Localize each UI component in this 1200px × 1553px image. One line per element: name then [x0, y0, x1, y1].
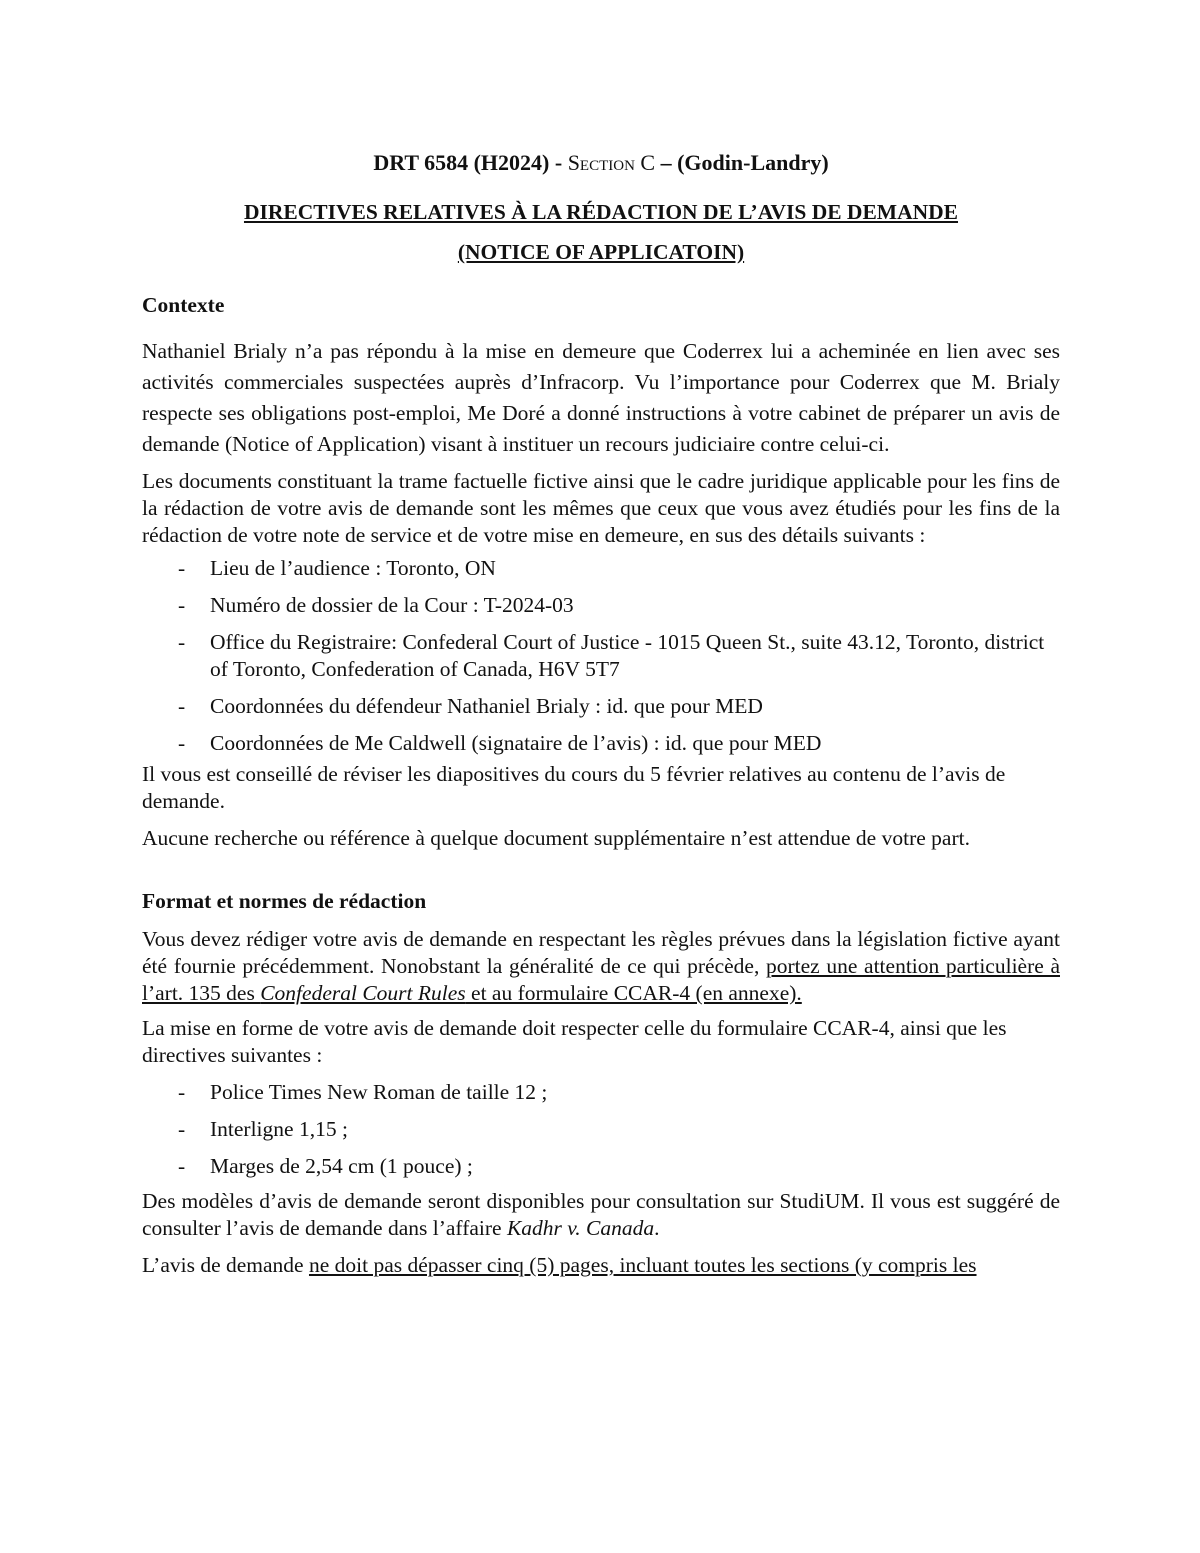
- list-item: - Coordonnées du défendeur Nathaniel Brialy : id. que pour MED: [178, 693, 1060, 720]
- contexte-paragraph-1: Nathaniel Brialy n’a pas répondu à la mise en demeure que Coderrex lui a acheminée en lien avec ses activités commerciales suspectées auprès d’Infracorp. Vu l’importance pour Coderrex que M. Brialy respecte ses obligations post-emploi, Me Doré a donné instructions à votre cabinet de préparer un avis de demande (Notice of Application) visant à instituer un recours judiciaire contre celui-ci.: [142, 339, 1060, 456]
- page-limit-emphasis: ne doit pas dépasser cinq (5) pages, incluant toutes les sections (y compris les: [308, 1253, 977, 1277]
- format-paragraph-1-emphasis-end: et au formulaire CCAR-4 (en annexe).: [465, 981, 802, 1005]
- document-title-line-2: (NOTICE OF APPLICATOIN): [457, 240, 745, 264]
- course-code: DRT 6584 (H2024) -: [373, 150, 568, 175]
- format-paragraph-2: La mise en forme de votre avis de demande doit respecter celle du formulaire CCAR-4, ainsi que les directives suivantes :: [142, 1016, 1007, 1067]
- format-paragraph-3-text: Des modèles d’avis de demande seront disponibles pour consultation sur StudiUM. Il vous est suggéré de consulter l’avis de demande dans l’affaire: [142, 1189, 1060, 1240]
- contexte-heading: Contexte: [142, 293, 225, 317]
- list-item: - Marges de 2,54 cm (1 pouce) ;: [178, 1153, 1060, 1180]
- format-paragraph-1-emphasis: portez une attention particulière à l’art. 135 des: [142, 954, 1060, 1005]
- formatting-rules-list: [142, 1079, 1060, 1180]
- format-paragraph-3: [142, 1188, 1060, 1242]
- list-item: - Numéro de dossier de la Cour : T-2024-03: [178, 592, 1060, 619]
- format-paragraph-3-end: .: [654, 1216, 660, 1240]
- list-item: - Coordonnées de Me Caldwell (signataire de l’avis) : id. que pour MED: [178, 730, 1060, 757]
- confederal-court-rules-title: Confederal Court Rules: [260, 981, 466, 1005]
- case-name: Kadhr v. Canada: [506, 1216, 655, 1240]
- list-item: - Police Times New Roman de taille 12 ;: [178, 1079, 1060, 1106]
- contexte-paragraph-2: Les documents constituant la trame factuelle fictive ainsi que le cadre juridique applicable pour les fins de la rédaction de votre avis de demande sont les mêmes que ceux que vous avez étudiés pour les fins de la rédaction de votre note de service et de votre mise en demeure, en sus des détails suivants :: [142, 469, 1060, 547]
- format-paragraph-1-text: Vous devez rédiger votre avis de demande en respectant les règles prévues dans la législation fictive ayant été fournie précédemment. Nonobstant la généralité de ce qui précède,: [142, 927, 1060, 978]
- list-item: - Office du Registraire: Confederal Court of Justice - 1015 Queen St., suite 43.12, Toronto, district of Toronto, Confederation of Canada, H6V 5T7: [178, 629, 1060, 683]
- contexte-paragraph-3: Il vous est conseillé de réviser les diapositives du cours du 5 février relatives au contenu de l’avis de demande.: [142, 762, 1006, 813]
- document-title-line-1: DIRECTIVES RELATIVES À LA RÉDACTION DE L’AVIS DE DEMANDE: [243, 200, 959, 224]
- list-item: - Lieu de l’audience : Toronto, ON: [178, 555, 1060, 582]
- course-instructor: – (Godin-Landry): [655, 150, 829, 175]
- format-paragraph-4-text: L’avis de demande: [142, 1253, 309, 1277]
- format-paragraph-1: [142, 926, 1060, 1007]
- document-page: [142, 148, 1060, 1279]
- list-item: - Interligne 1,15 ;: [178, 1116, 1060, 1143]
- format-heading: Format et normes de rédaction: [142, 889, 427, 913]
- details-list: [142, 555, 1060, 757]
- format-paragraph-4: [142, 1252, 1060, 1279]
- course-section: Section C: [567, 150, 656, 175]
- course-title: [142, 148, 1060, 178]
- contexte-paragraph-4: Aucune recherche ou référence à quelque document supplémentaire n’est attendue de votre part.: [142, 826, 970, 850]
